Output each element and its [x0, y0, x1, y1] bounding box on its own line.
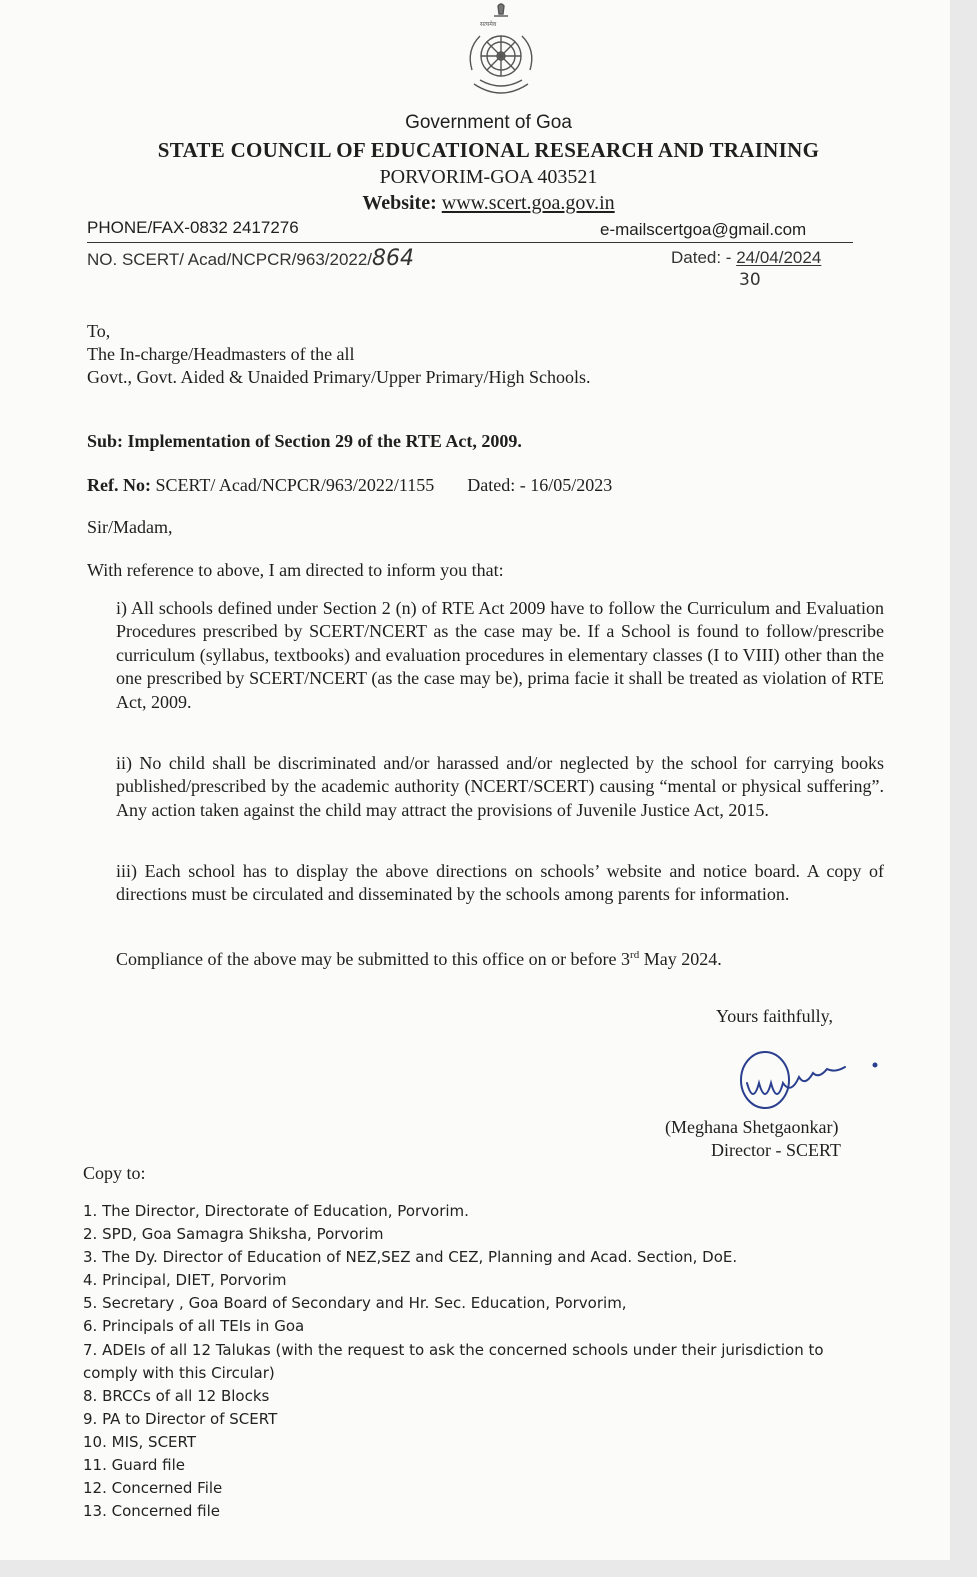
list-item: 6. Principals of all TEIs in Goa	[83, 1317, 305, 1336]
compliance-superscript: rd	[630, 949, 640, 961]
compliance-text-before: Compliance of the above may be submitted to this office on or before 3	[116, 949, 631, 969]
letter-number-printed: NO. SCERT/ Acad/NCPCR/963/2022/	[87, 250, 373, 269]
list-item: 10. MIS, SCERT	[83, 1432, 197, 1451]
addressee-line-2: Govt., Govt. Aided & Unaided Primary/Upper Primary/High Schools.	[87, 367, 591, 387]
directive-point-2: ii) No child shall be discriminated and/or harassed and/or neglected by the school for carrying books published/prescribed by the academic authority (NCERT/SCERT) causing “mental or physical suffering”. Any action taken against the child may attract the provisions of Juvenile Justice Act, 2015.	[116, 753, 884, 820]
addressee-to: To,	[87, 321, 111, 341]
list-item: 5. Secretary , Goa Board of Secondary and Hr. Sec. Education, Porvorim,	[83, 1294, 627, 1313]
website-line	[0, 192, 977, 215]
signature-mark	[735, 1045, 885, 1120]
list-item: comply with this Circular)	[83, 1363, 275, 1382]
reference-date: Dated: - 16/05/2023	[467, 475, 613, 495]
directive-point-3: iii) Each school has to display the above directions on schools’ website and notice board. A copy of directions must be circulated and disseminated by the schools among parents for information.	[116, 861, 884, 905]
letter-date-value: 24/04/2024	[736, 248, 822, 267]
list-item: 7. ADEIs of all 12 Talukas (with the request to ask the concerned schools under their jurisdiction to	[83, 1340, 824, 1359]
organization-address: PORVORIM-GOA 403521	[379, 166, 598, 188]
copy-to-list	[83, 1200, 883, 1523]
list-item: 2. SPD, Goa Samagra Shiksha, Porvorim	[83, 1225, 384, 1244]
list-item: 4. Principal, DIET, Porvorim	[83, 1271, 287, 1290]
svg-text:सत्यमेव: सत्यमेव	[480, 21, 497, 28]
letter-date	[671, 248, 821, 268]
phone-fax: PHONE/FAX-0832 2417276	[87, 218, 299, 237]
website-label: Website:	[362, 192, 437, 214]
signatory-name: (Meghana Shetgaonkar)	[665, 1117, 839, 1137]
list-item: 13. Concerned file	[83, 1502, 221, 1521]
signatory-title: Director - SCERT	[711, 1140, 841, 1160]
reference-number: SCERT/ Acad/NCPCR/963/2022/1155	[155, 475, 435, 495]
reference-label: Ref. No:	[87, 475, 151, 495]
compliance-text-after: May 2024.	[639, 949, 722, 969]
list-item: 3. The Dy. Director of Education of NEZ,SEZ and CEZ, Planning and Acad. Section, DoE.	[83, 1248, 738, 1267]
website-link[interactable]: www.scert.goa.gov.in	[441, 192, 615, 214]
organization-name: STATE COUNCIL OF EDUCATIONAL RESEARCH AND TRAINING	[157, 138, 820, 162]
list-item: 8. BRCCs of all 12 Blocks	[83, 1386, 270, 1405]
letter-date-label: Dated: -	[671, 248, 737, 267]
reference-line	[87, 475, 612, 496]
list-item: 12. Concerned File	[83, 1479, 223, 1498]
list-item: 11. Guard file	[83, 1456, 185, 1475]
list-item: 9. PA to Director of SCERT	[83, 1409, 278, 1428]
subject-line: Sub: Implementation of Section 29 of the RTE Act, 2009.	[87, 431, 522, 451]
salutation: Sir/Madam,	[87, 517, 173, 537]
intro-paragraph: With reference to above, I am directed to inform you that:	[87, 560, 504, 580]
goa-emblem-icon	[458, 0, 544, 112]
letter-number-handwritten: 864	[372, 246, 415, 271]
directive-point-1: i) All schools defined under Section 2 (n) of RTE Act 2009 have to follow the Curriculum and Evaluation Procedures prescribed by SCERT/NCERT as the case may be. If a School is found to follow/prescribe curriculum (syllabus, textbooks) and evaluation procedures in elementary classes (I to VIII) other than the one prescribed by SCERT/NCERT (as the case may be), prima facie it shall be treated as violation of RTE Act, 2009.	[116, 598, 884, 712]
list-item: 1. The Director, Directorate of Education, Porvorim.	[83, 1202, 469, 1220]
closing-phrase: Yours faithfully,	[716, 1006, 834, 1026]
letter-number	[87, 246, 414, 271]
compliance-paragraph	[116, 944, 884, 971]
government-name: Government of Goa	[405, 112, 572, 133]
email-address[interactable]: e-mailscertgoa@gmail.com	[600, 220, 807, 239]
date-correction-handwritten: 30	[739, 270, 761, 290]
copy-to-heading: Copy to:	[83, 1163, 146, 1183]
addressee-line-1: The In-charge/Headmasters of the all	[87, 344, 355, 364]
